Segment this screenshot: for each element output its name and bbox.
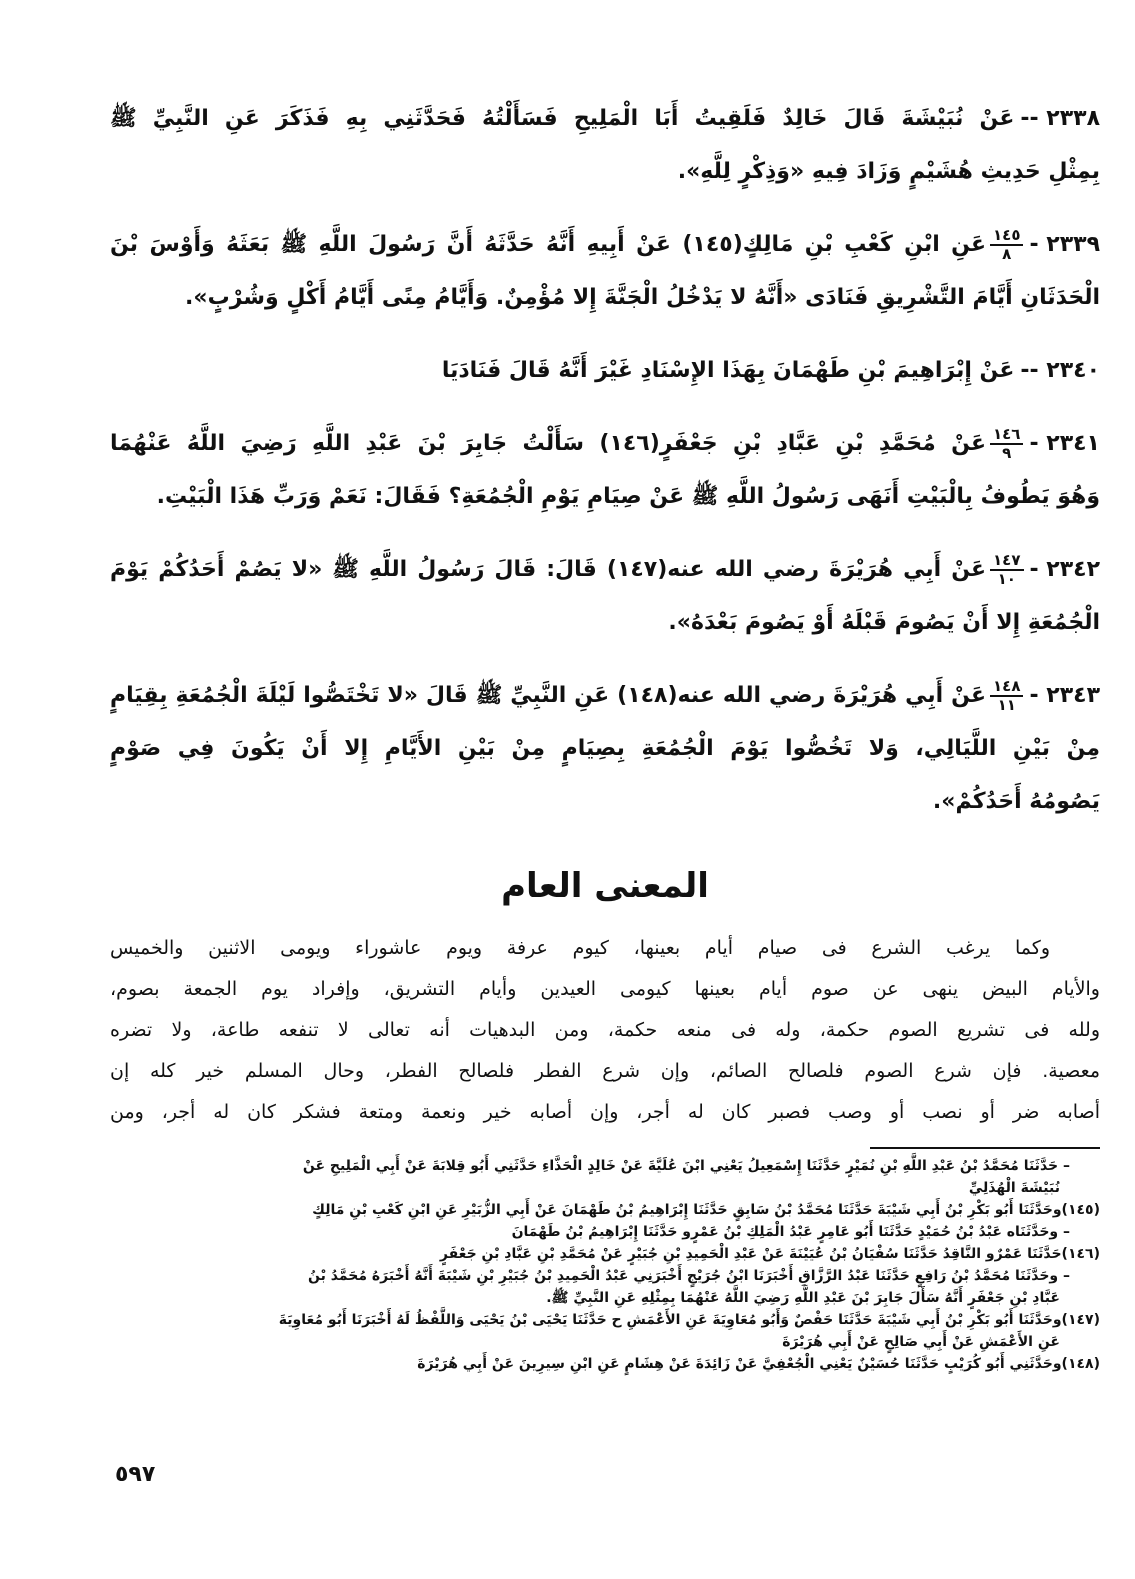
hadith-number: ٢٣٣٨ -- <box>1020 106 1100 131</box>
section-title: المعنى العام <box>501 866 709 906</box>
hadith-number: ٢٣٤١ - <box>1029 431 1100 456</box>
footnote-line: عَنِ الأَعْمَشِ عَنْ أَبِي صَالِحٍ عَنْ أَبِي هُرَيْرَةَ <box>782 1334 1060 1350</box>
hadith-text: عَنْ نُبَيْشَةَ قَالَ خَالِدٌ فَلَقِيتُ أَبَا الْمَلِيحِ فَسَأَلْتُهُ فَحَدَّثَنِي بِهِ فَذَكَرَ عَنِ النَّبِيِّ ﷺ <box>110 106 1015 131</box>
document-page <box>110 92 1100 1375</box>
body-line: معصية. فإن شرع الصوم فلصالح الصائم، وإن شرع الفطر فلصالح الفطر، وحال المسلم خير كله إن <box>110 1060 1100 1082</box>
hadith-text: عَنْ إِبْرَاهِيمَ بْنِ طَهْمَانَ بِهَذَا الإِسْنَادِ غَيْرَ أَنَّهُ قَالَ فَنَادَيَا <box>441 358 1015 383</box>
page-number: ٥٩٧ <box>115 1462 156 1487</box>
hadith-text: عَنْ مُحَمَّدِ بْنِ عَبَّادِ بْنِ جَعْفَرٍ(١٤٦) سَأَلْتُ جَابِرَ بْنَ عَبْدِ اللَّهِ رَضِيَ اللَّهُ عَنْهُمَا <box>110 431 986 456</box>
hadith-line <box>110 92 1100 145</box>
footnote-line: (١٤٧)وحَدَّثَنَا أَبُو بَكْرِ بْنُ أَبِي شَيْبَةَ حَدَّثَنَا حَفْصٌ وَأَبُو مُعَاوِيَةَ عَنِ الأَعْمَشِ ح حَدَّثَنَا يَحْيَى بْنُ يَحْيَى وَاللَّفْظُ لَهُ أَخْبَرَنَا أَبُو مُعَاوِيَةَ <box>278 1312 1100 1328</box>
hadith-line <box>110 344 1100 397</box>
hadith-text: مِنْ بَيْنِ اللَّيَالِي، وَلا تَخُصُّوا يَوْمَ الْجُمُعَةِ بِصِيَامٍ مِنْ بَيْنِ الأَيَّامِ إِلا أَنْ يَكُونَ فِي صَوْمٍ <box>110 736 1100 761</box>
body-line: والأيام البيض ينهى عن صوم أيام بعينها كيومى العيدين وأيام التشريق، وإفراد يوم الجمعة بصوم، <box>110 978 1100 1000</box>
fraction-numerator: ١٤٨ <box>990 678 1023 697</box>
hadith-text: عَنْ أَبِي هُرَيْرَةَ رضي الله عنه(١٤٨) عَنِ النَّبِيِّ ﷺ قَالَ «لا تَخْتَصُّوا لَيْلَةَ الْجُمُعَةِ بِقِيَامٍ <box>110 683 987 708</box>
hadith <box>110 218 1100 324</box>
hadith-text: عَنِ ابْنِ كَعْبِ بْنِ مَالِكٍ(١٤٥) عَنْ أَبِيهِ أَنَّهُ حَدَّثَهُ أَنَّ رَسُولَ اللَّهِ ﷺ بَعَثَهُ وَأَوْسَ بْنَ <box>110 232 987 257</box>
hadith-text: وَهُوَ يَطُوفُ بِالْبَيْتِ أَنَهَى رَسُولُ اللَّهِ ﷺ عَنْ صِيَامِ يَوْمِ الْجُمُعَةِ؟ فَقَالَ: نَعَمْ وَرَبِّ هَذَا الْبَيْتِ. <box>156 484 1100 509</box>
body-line: أصابه ضر أو نصب أو وصب فصبر كان له أجر، وإن أصابه خير ونعمة ومتعة فشكر كان له أجر، ومن <box>110 1101 1100 1123</box>
body-line: وكما يرغب الشرع فى صيام أيام بعينها، كيوم عرفة ويوم عاشوراء ويومى الاثنين والخميس <box>110 937 1050 959</box>
commentary-body <box>110 928 1100 1133</box>
fraction-denominator: ٨ <box>1002 245 1012 263</box>
hadith <box>110 543 1100 649</box>
footnote-line: (١٤٨)وحَدَّثَنِي أَبُو كُرَيْبٍ حَدَّثَنَا حُسَيْنٌ يَعْنِي الْجُعْفِيَّ عَنْ زَائِدَةَ عَنْ هِشَامٍ عَنِ ابْنِ سِيرِينَ عَنْ أَبِي هُرَيْرَةَ <box>417 1356 1100 1372</box>
hadith-list <box>110 92 1100 828</box>
fraction-numerator: ١٤٦ <box>990 426 1023 445</box>
footnote-line: – وحَدَّثَنَا مُحَمَّدُ بْنُ رَافِعٍ حَدَّثَنَا عَبْدُ الرَّزَّاقِ أَخْبَرَنَا ابْنُ جُرَيْجٍ أَخْبَرَنِي عَبْدُ الْحَمِيدِ بْنُ جُبَيْرِ بْنِ شَيْبَةَ أَنَّهُ أَخْبَرَهُ مُحَمَّدُ بْنُ <box>308 1268 1070 1284</box>
fraction-denominator: ١١ <box>997 696 1016 714</box>
footnote-line: – وحَدَّثَنَاه عَبْدُ بْنُ حُمَيْدٍ حَدَّثَنَا أَبُو عَامِرٍ عَبْدُ الْمَلِكِ بْنُ عَمْرٍو حَدَّثَنَا إِبْرَاهِيمُ بْنُ طَهْمَانَ <box>511 1224 1070 1240</box>
hadith-text: عَنْ أَبِي هُرَيْرَةَ رضي الله عنه(١٤٧) قَالَ: قَالَ رَسُولُ اللَّهِ ﷺ «لا يَصُمْ أَحَدُكُمْ يَوْمَ <box>110 557 987 582</box>
hadith-reference-fraction <box>990 426 1023 462</box>
hadith-text: الْجُمُعَةِ إِلا أَنْ يَصُومَ قَبْلَهُ أَوْ يَصُومَ بَعْدَهُ». <box>668 610 1100 635</box>
hadith-number: ٢٣٣٩ - <box>1029 232 1100 257</box>
footnote-divider <box>870 1147 1100 1149</box>
hadith-line <box>110 271 1100 324</box>
hadith-line <box>110 218 1100 271</box>
hadith-text: يَصُومُهُ أَحَدُكُمْ». <box>932 789 1100 814</box>
footnote-line: نُبَيْشَةَ الْهُذَلِيِّ <box>968 1180 1060 1196</box>
hadith-reference-fraction <box>990 227 1023 263</box>
hadith-line <box>110 722 1100 775</box>
hadith-text: الْحَدَثَانِ أَيَّامَ التَّشْرِيقِ فَنَادَى «أَنَّهُ لا يَدْخُلُ الْجَنَّةَ إِلا مُؤْمِنٌ. وَأَيَّامُ مِنًى أَيَّامُ أَكْلٍ وَشُرْبٍ». <box>185 285 1100 310</box>
footnote-line: (١٤٥)وحَدَّثَنَا أَبُو بَكْرِ بْنُ أَبِي شَيْبَةَ حَدَّثَنَا مُحَمَّدُ بْنُ سَابِقٍ حَدَّثَنَا إِبْرَاهِيمُ بْنُ طَهْمَانَ عَنْ أَبِي الزُّبَيْرِ عَنِ ابْنِ كَعْبِ بْنِ مَالِكٍ <box>312 1202 1100 1218</box>
hadith <box>110 417 1100 523</box>
hadith-text: بِمِثْلِ حَدِيثِ هُشَيْمٍ وَزَادَ فِيهِ «وَذِكْرٍ لِلَّهِ». <box>677 159 1100 184</box>
hadith-number: ٢٣٤٠ -- <box>1020 358 1100 383</box>
hadith-reference-fraction <box>990 552 1023 588</box>
fraction-numerator: ١٤٥ <box>990 227 1023 246</box>
footnote-line: عَبَّادِ بْنِ جَعْفَرٍ أَنَّهُ سَأَلَ جَابِرَ بْنَ عَبْدِ اللَّهِ رَضِيَ اللَّهُ عَنْهُمَا بِمِثْلِهِ عَنِ النَّبِيِّ ﷺ. <box>546 1290 1060 1306</box>
hadith <box>110 669 1100 828</box>
fraction-denominator: ٩ <box>1002 444 1012 462</box>
fraction-numerator: ١٤٧ <box>990 552 1023 571</box>
hadith-number: ٢٣٤٢ - <box>1029 557 1100 582</box>
hadith <box>110 344 1100 397</box>
hadith-line <box>110 417 1100 470</box>
body-line: ولله فى تشريع الصوم حكمة، وله فى منعه حكمة، ومن البدهيات أنه تعالى لا تنفعه طاعة، ولا تضره <box>110 1019 1100 1041</box>
hadith-line <box>110 145 1100 198</box>
fraction-denominator: ١٠ <box>997 570 1016 588</box>
hadith-line <box>110 543 1100 596</box>
footnotes <box>110 1155 1100 1375</box>
hadith <box>110 92 1100 198</box>
hadith-number: ٢٣٤٣ - <box>1029 683 1100 708</box>
hadith-line <box>110 596 1100 649</box>
hadith-reference-fraction <box>990 678 1023 714</box>
hadith-line <box>110 669 1100 722</box>
hadith-line <box>110 775 1100 828</box>
footnote-line: (١٤٦)حَدَّثَنَا عَمْرٌو النَّاقِدُ حَدَّثَنَا سُفْيَانُ بْنُ عُيَيْنَةَ عَنْ عَبْدِ الْحَمِيدِ بْنِ جُبَيْرٍ عَنْ مُحَمَّدِ بْنِ عَبَّادِ بْنِ جَعْفَرٍ <box>439 1246 1100 1262</box>
footnote-line: – حَدَّثَنَا مُحَمَّدُ بْنُ عَبْدِ اللَّهِ بْنِ نُمَيْرٍ حَدَّثَنَا إِسْمَعِيلُ يَعْنِي ابْنَ عُلَيَّةَ عَنْ خَالِدٍ الْحَذَّاءِ حَدَّثَنِي أَبُو قِلابَةَ عَنْ أَبِي الْمَلِيحِ عَنْ <box>302 1158 1070 1174</box>
hadith-line <box>110 470 1100 523</box>
